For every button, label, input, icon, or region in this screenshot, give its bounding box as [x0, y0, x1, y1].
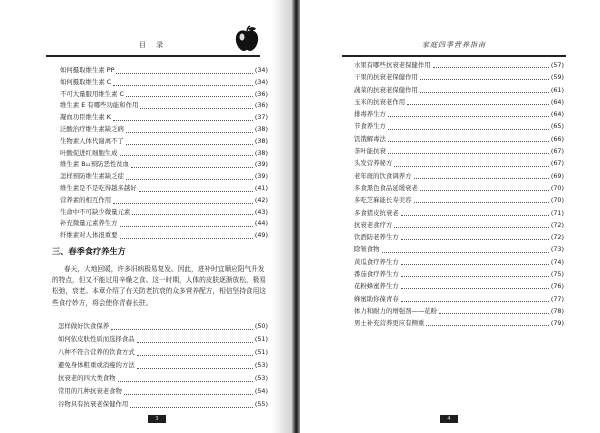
toc-entry	[60, 218, 268, 230]
toc-entry-page: (34)	[254, 77, 268, 86]
leader-dots	[388, 152, 549, 154]
toc-entry	[354, 268, 564, 280]
leader-dots	[113, 119, 253, 121]
spine-shadow	[272, 0, 292, 433]
toc-entry	[354, 84, 564, 96]
toc-entry-page: (51)	[254, 335, 268, 343]
leader-dots	[116, 72, 252, 74]
header-rule	[46, 55, 260, 57]
toc-list	[354, 59, 564, 330]
toc-entry	[354, 71, 564, 83]
leader-dots	[401, 238, 549, 240]
toc-entry	[58, 385, 268, 398]
leader-dots	[139, 190, 253, 192]
toc-entry	[58, 333, 268, 346]
leader-dots	[126, 143, 253, 145]
toc-entry-title: 男士补充营养更应有侧重	[354, 319, 425, 328]
leader-dots	[126, 95, 253, 97]
leader-dots	[388, 128, 549, 130]
leader-dots	[401, 287, 549, 289]
toc-entry-title: 补充微量元素养生方	[60, 219, 118, 228]
toc-entry	[354, 231, 564, 243]
leader-dots	[111, 328, 253, 330]
leader-dots	[137, 341, 253, 343]
toc-entry	[354, 170, 564, 182]
toc-entry-page: (61)	[550, 85, 564, 94]
toc-entry-page: (69)	[550, 171, 564, 180]
toc-entry	[60, 112, 268, 124]
toc-entry-title: 如何摄取维生素 C	[60, 77, 112, 86]
toc-entry-title: 泛酸治疗维生素缺乏病	[60, 124, 124, 133]
leader-dots	[414, 201, 549, 203]
leader-dots	[426, 324, 549, 326]
leader-dots	[113, 202, 253, 204]
toc-entry-title: 除皱食物	[354, 245, 380, 254]
leader-dots	[401, 214, 549, 216]
toc-entry-page: (42)	[254, 195, 268, 204]
toc-entry	[60, 183, 268, 195]
toc-entry-page: (74)	[550, 257, 564, 266]
toc-entry-page: (54)	[254, 387, 268, 395]
leader-dots	[401, 275, 549, 277]
toc-entry-title: 纤维素对人体很重要	[60, 231, 118, 240]
leader-dots	[394, 226, 549, 228]
toc-entry	[354, 219, 564, 231]
toc-entry-title: 不可大量服用维生素 C	[60, 89, 125, 98]
toc-entry-title: 生物素人体代谢离不了	[60, 136, 124, 145]
toc-entry-page: (39)	[254, 172, 268, 181]
toc-entry-title: 叶酸促进红细胞生成	[60, 148, 118, 157]
page-number: 3	[148, 415, 166, 423]
toc-entry	[60, 100, 268, 112]
leader-dots	[420, 189, 549, 191]
toc-entry-page: (59)	[550, 73, 564, 82]
toc-entry-page: (67)	[550, 147, 564, 156]
toc-entry-page: (41)	[254, 183, 268, 192]
book-spine	[292, 0, 300, 433]
toc-entry-title: 茶叶能抗衰	[354, 147, 386, 156]
toc-entry-page: (50)	[254, 322, 268, 330]
header-title: 家庭四季营养指南	[422, 41, 486, 49]
toc-entry-page: (57)	[550, 61, 564, 69]
toc-entry-title: 多食黑色食品延缓衰老	[354, 183, 418, 192]
toc-entry-page: (55)	[254, 400, 268, 408]
toc-entry	[354, 157, 564, 169]
toc-entry-page: (76)	[550, 282, 564, 291]
toc-entry	[354, 120, 564, 132]
toc-entry-title: 生命中不可缺少微量元素	[60, 207, 131, 216]
toc-entry-page: (34)	[254, 66, 268, 74]
leader-dots	[439, 312, 549, 314]
toc-entry	[354, 305, 564, 317]
toc-entry	[60, 207, 268, 219]
toc-entry-page: (70)	[550, 183, 564, 192]
toc-entry-page: (36)	[254, 101, 268, 110]
toc-entry	[58, 346, 268, 359]
toc-entry-page: (64)	[550, 97, 564, 106]
toc-entry-title: 蜂蜜助你葆青春	[354, 294, 399, 303]
toc-entry-title: 节食养生方	[354, 122, 386, 131]
toc-entry-page: (72)	[550, 233, 564, 242]
toc-entry	[60, 230, 268, 242]
toc-entry-title: 花粉蜂蜜养生方	[354, 282, 399, 291]
toc-entry	[354, 194, 564, 206]
toc-entry-page: (78)	[550, 306, 564, 315]
toc-entry-page: (53)	[254, 361, 268, 369]
toc-entry-page: (72)	[550, 220, 564, 229]
leader-dots	[130, 406, 253, 408]
toc-entry-title: 黄瓜食疗养生方	[354, 257, 399, 266]
leader-dots	[118, 380, 253, 382]
toc-entry-title: 避免身体粗重或消瘦的方法	[58, 361, 135, 369]
toc-entry	[354, 182, 564, 194]
toc-entry	[60, 89, 268, 101]
toc-entry	[354, 96, 564, 108]
section-intro: 春天，大地回暖，许多旧病极易复发。因此，进补时宜顺应阳气升发的特点，但又不能过用辛燥之食。这一时期，人体的皮肤逐渐放松，极易松弛，衰老。本章介绍了有关防老抗衰的众多营养配方，相信坚持食用这些食疗妙方，将会使你青春长驻。	[52, 265, 266, 307]
toc-entry-title: 番茄食疗养生方	[354, 270, 399, 279]
leader-dots	[113, 84, 253, 86]
toc-entry-title: 玉米的抗衰老作用	[354, 97, 406, 106]
toc-entry	[354, 293, 564, 305]
toc-entry-page: (51)	[254, 348, 268, 356]
leader-dots	[420, 78, 549, 80]
toc-entry-title: 水果有哪些抗衰老保健作用	[354, 61, 431, 69]
toc-entry	[354, 108, 564, 120]
toc-entry	[354, 145, 564, 157]
toc-entry	[60, 77, 268, 89]
toc-entry-page: (70)	[550, 196, 564, 205]
toc-entry-title: 饮酒防老养生方	[354, 233, 399, 242]
leader-dots	[433, 66, 549, 68]
toc-entry	[58, 320, 268, 333]
toc-entry-page: (71)	[550, 208, 564, 217]
toc-entry	[60, 171, 268, 183]
toc-entry-title: 干果的抗衰老保健作用	[354, 73, 418, 82]
toc-entry-title: 饥饿解毒法	[354, 134, 386, 143]
toc-entry-title: 排毒养生方	[354, 110, 386, 119]
leader-dots	[132, 213, 253, 215]
toc-entry	[354, 59, 564, 71]
toc-entry-title: 怎样做好饮食保养	[58, 322, 110, 330]
toc-entry	[60, 159, 268, 171]
toc-entry	[354, 317, 564, 329]
toc-entry-title: 头发营养秘方	[354, 159, 393, 168]
toc-entry-page: (36)	[254, 89, 268, 98]
toc-entry-page: (73)	[550, 245, 564, 254]
page-number: 4	[440, 415, 458, 423]
header-title: 目 录	[138, 41, 168, 49]
toc-entry	[354, 243, 564, 255]
toc-entry	[60, 148, 268, 160]
toc-entry-title: 多食猪皮抗衰老	[354, 208, 399, 217]
toc-entry-page: (37)	[254, 113, 268, 122]
left-page	[0, 0, 292, 433]
toc-entry-title: 抗衰老的四大类食物	[58, 374, 116, 382]
toc-entry-title: 营养素的相互作用	[60, 195, 112, 204]
toc-entry-page: (39)	[254, 160, 268, 169]
toc-entry-page: (66)	[550, 134, 564, 143]
leader-dots	[131, 166, 253, 168]
toc-entry	[58, 372, 268, 385]
toc-entry-title: 怎样预防维生素缺乏症	[60, 172, 124, 181]
toc-entry-page: (44)	[254, 219, 268, 228]
toc-entry-title: 如何依皮肤性质而选择食品	[58, 335, 135, 343]
leader-dots	[401, 263, 549, 265]
toc-list	[58, 320, 268, 411]
leader-dots	[126, 178, 253, 180]
toc-entry	[60, 124, 268, 136]
leader-dots	[388, 115, 549, 117]
toc-entry-title: 老年斑的饮食调养方	[354, 171, 412, 180]
toc-entry-title: 维生素是不是吃得越多越好	[60, 183, 137, 192]
leader-dots	[120, 237, 253, 239]
leader-dots	[420, 91, 549, 93]
toc-entry-page: (77)	[550, 294, 564, 303]
toc-entry	[354, 207, 564, 219]
leader-dots	[140, 107, 252, 109]
toc-entry-page: (65)	[550, 122, 564, 131]
toc-entry	[354, 280, 564, 292]
leader-dots	[401, 300, 549, 302]
leader-dots	[382, 251, 549, 253]
toc-entry	[354, 256, 564, 268]
leader-dots	[414, 177, 549, 179]
toc-entry-title: 维生素 B₁₂预防恶性贫血	[60, 160, 130, 169]
leader-dots	[394, 165, 549, 167]
toc-entry-page: (79)	[550, 319, 564, 328]
toc-entry-title: 谷物具有抗衰老保健作用	[58, 400, 129, 408]
toc-entry-page: (67)	[550, 159, 564, 168]
toc-entry-title: 八种不符合营养的饮食方式	[58, 348, 135, 356]
leader-dots	[124, 393, 253, 395]
leader-dots	[407, 103, 549, 105]
leader-dots	[126, 131, 253, 133]
leader-dots	[120, 225, 253, 227]
toc-entry	[60, 195, 268, 207]
toc-list	[60, 65, 268, 242]
toc-entry	[60, 136, 268, 148]
leader-dots	[120, 154, 253, 156]
toc-entry	[60, 65, 268, 77]
toc-entry-page: (75)	[550, 270, 564, 279]
toc-entry-title: 如何摄取维生素 PP	[60, 66, 115, 74]
toc-entry	[58, 359, 268, 372]
leader-dots	[137, 367, 253, 369]
toc-entry-page: (49)	[254, 231, 268, 240]
toc-entry-page: (43)	[254, 207, 268, 216]
toc-entry-page: (38)	[254, 148, 268, 157]
section-heading: 三、春季食疗养生方	[52, 246, 126, 256]
page-header	[342, 40, 566, 57]
toc-entry-title: 蔬菜的抗衰老保健作用	[354, 85, 418, 94]
toc-entry-title: 维生素 E 有哪些功能和作用	[60, 101, 139, 110]
toc-entry-title: 体力和耐力的增强剂——花粉	[354, 306, 438, 315]
right-page	[300, 0, 600, 433]
header-rule	[342, 55, 566, 57]
toc-entry	[58, 398, 268, 411]
toc-entry-title: 多吃芝麻能长寿美容	[354, 196, 412, 205]
leader-dots	[137, 354, 253, 356]
toc-entry-title: 凝血功臣维生素 K	[60, 113, 111, 122]
toc-entry	[354, 133, 564, 145]
leader-dots	[388, 140, 549, 142]
toc-entry-page: (38)	[254, 124, 268, 133]
toc-entry-title: 常用的几种抗衰老食物	[58, 387, 122, 395]
toc-entry-page: (53)	[254, 374, 268, 382]
toc-entry-page: (38)	[254, 136, 268, 145]
toc-entry-title: 抗衰老食疗方	[354, 220, 393, 229]
page-header	[46, 40, 260, 57]
toc-entry-page: (64)	[550, 110, 564, 119]
